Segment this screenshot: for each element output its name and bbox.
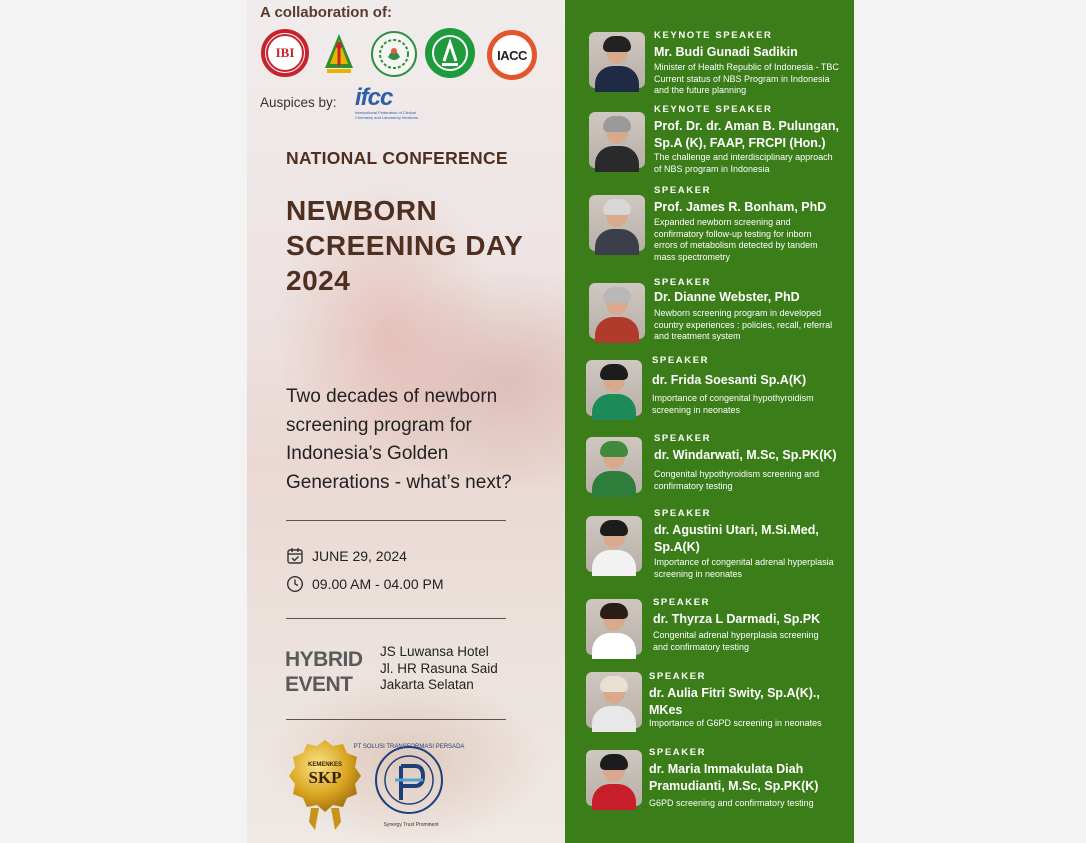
speaker-photo [586,516,642,572]
skp-top: KEMENKES [307,762,342,768]
conference-poster [247,0,854,843]
event-date: JUNE 29, 2024 [312,548,407,564]
speaker-name: Dr. Dianne Webster, PhD [654,290,800,304]
clock-icon [286,575,304,593]
speaker-card [565,0,854,843]
speaker-name: dr. Aulia Fitri Swity, Sp.A(K)., MKes [649,686,820,717]
speaker-topic: Importance of congenital adrenal hyperplasia screening in neonates [654,557,834,579]
sts-tagline: Synergy Trust Prominent [383,822,439,828]
speaker-name: Prof. James R. Bonham, PhD [654,200,827,214]
divider [286,719,506,720]
speaker-topic: Congenital adrenal hyperplasia screening and confirmatory testing [653,630,819,652]
poster-left-panel [247,0,565,843]
venue-line: JS Luwansa Hotel [380,644,489,659]
speaker-topic: Congenital hypothyroidism screening and confirmatory testing [654,469,820,491]
speaker-photo [589,283,645,339]
speaker-card [565,0,854,843]
patelki-logo [425,28,475,78]
sts-ring-text: PT SOLUSI TRANSFORMASI PERSADA [353,744,465,750]
speaker-card [565,0,854,843]
divider [286,520,506,521]
speaker-role: SPEAKER [649,747,707,758]
event-tagline: Two decades of newborn screening program for Indonesia’s Golden Generations - what’s next? [286,386,512,493]
iacc-logo [487,30,537,80]
event-time: 09.00 AM - 04.00 PM [312,576,444,592]
event-type: NATIONAL CONFERENCE [286,148,508,168]
ibi-logo [261,29,309,77]
calendar-icon [286,547,304,565]
speaker-photo [586,437,642,493]
speaker-card [565,0,854,843]
speaker-role: SPEAKER [649,671,707,682]
speaker-card [565,0,854,843]
speaker-name: dr. Windarwati, M.Sc, Sp.PK(K) [654,448,837,462]
speaker-photo [589,112,645,168]
speaker-role: KEYNOTE SPEAKER [654,104,773,115]
speaker-photo [589,32,645,88]
ring-logo [371,31,417,77]
skp-main: SKP [308,768,342,787]
idai-logo [319,30,359,76]
kemenkes-skp-badge [289,738,361,830]
speaker-photo [586,599,642,655]
speaker-photo [586,360,642,416]
speaker-photo [586,750,642,806]
speaker-role: SPEAKER [654,508,712,519]
speaker-topic: G6PD screening and confirmatory testing [649,798,814,808]
speaker-role: KEYNOTE SPEAKER [654,30,773,41]
speaker-photo [586,672,642,728]
speaker-card [565,0,854,843]
speaker-name: Mr. Budi Gunadi Sadikin [654,45,798,59]
venue-line: Jakarta Selatan [380,677,474,692]
speaker-photo [589,195,645,251]
speaker-topic: Importance of congenital hypothyroidism screening in neonates [652,393,814,415]
speaker-topic: Newborn screening program in developed country experiences : policies, recall, referral and treatment system [654,308,833,341]
divider [286,618,506,619]
speaker-name: dr. Frida Soesanti Sp.A(K) [652,373,807,387]
iacc-logo-text: IACC [497,47,527,63]
speaker-topic: Minister of Health Republic of Indonesia - TBC Current status of NBS Program in Indonesia and the future planning [654,62,839,95]
speaker-role: SPEAKER [654,433,712,444]
speaker-card [565,0,854,843]
date-row [286,547,407,565]
speaker-topic: Expanded newborn screening and confirmatory follow-up testing for inborn errors of metabolism detected by tandem mass spectrometry [654,217,818,262]
speaker-topic: Importance of G6PD screening in neonates [649,718,822,728]
event-mode-text: HYBRID EVENT [285,648,363,696]
speaker-role: SPEAKER [652,355,710,366]
speaker-role: SPEAKER [654,185,712,196]
speakers-panel [565,0,854,843]
ifcc-logo-text: ifcc [355,84,393,111]
speaker-name: dr. Maria Immakulata Diah Pramudianti, M.Sc, Sp.PK(K) [649,762,819,793]
speaker-name: dr. Thyrza L Darmadi, Sp.PK [653,612,821,626]
speaker-card [565,0,854,843]
speaker-card [565,0,854,843]
time-row [286,575,444,593]
sts-logo [353,738,465,830]
ifcc-logo-subtitle: International Federation of Clinical Chemistry and Laboratory Medicine [355,110,419,120]
ifcc-logo [355,86,421,126]
speaker-name: dr. Agustini Utari, M.Si.Med, Sp.A(K) [654,523,819,554]
collaboration-label: A collaboration of: [260,4,392,21]
speaker-name: Prof. Dr. dr. Aman B. Pulungan, Sp.A (K), FAAP, FRCPI (Hon.) [654,119,839,150]
ibi-logo-text: IBI [266,34,304,72]
speaker-role: SPEAKER [654,277,712,288]
event-venue [380,644,498,694]
event-title: NEWBORN SCREENING DAY 2024 [286,195,523,296]
speaker-topic: The challenge and interdisciplinary approach of NBS program in Indonesia [654,152,833,174]
event-mode [285,647,365,697]
venue-line: Jl. HR Rasuna Said [380,660,498,676]
speaker-role: SPEAKER [653,597,711,608]
speaker-card [565,0,854,843]
auspices-label: Auspices by: [260,95,337,110]
